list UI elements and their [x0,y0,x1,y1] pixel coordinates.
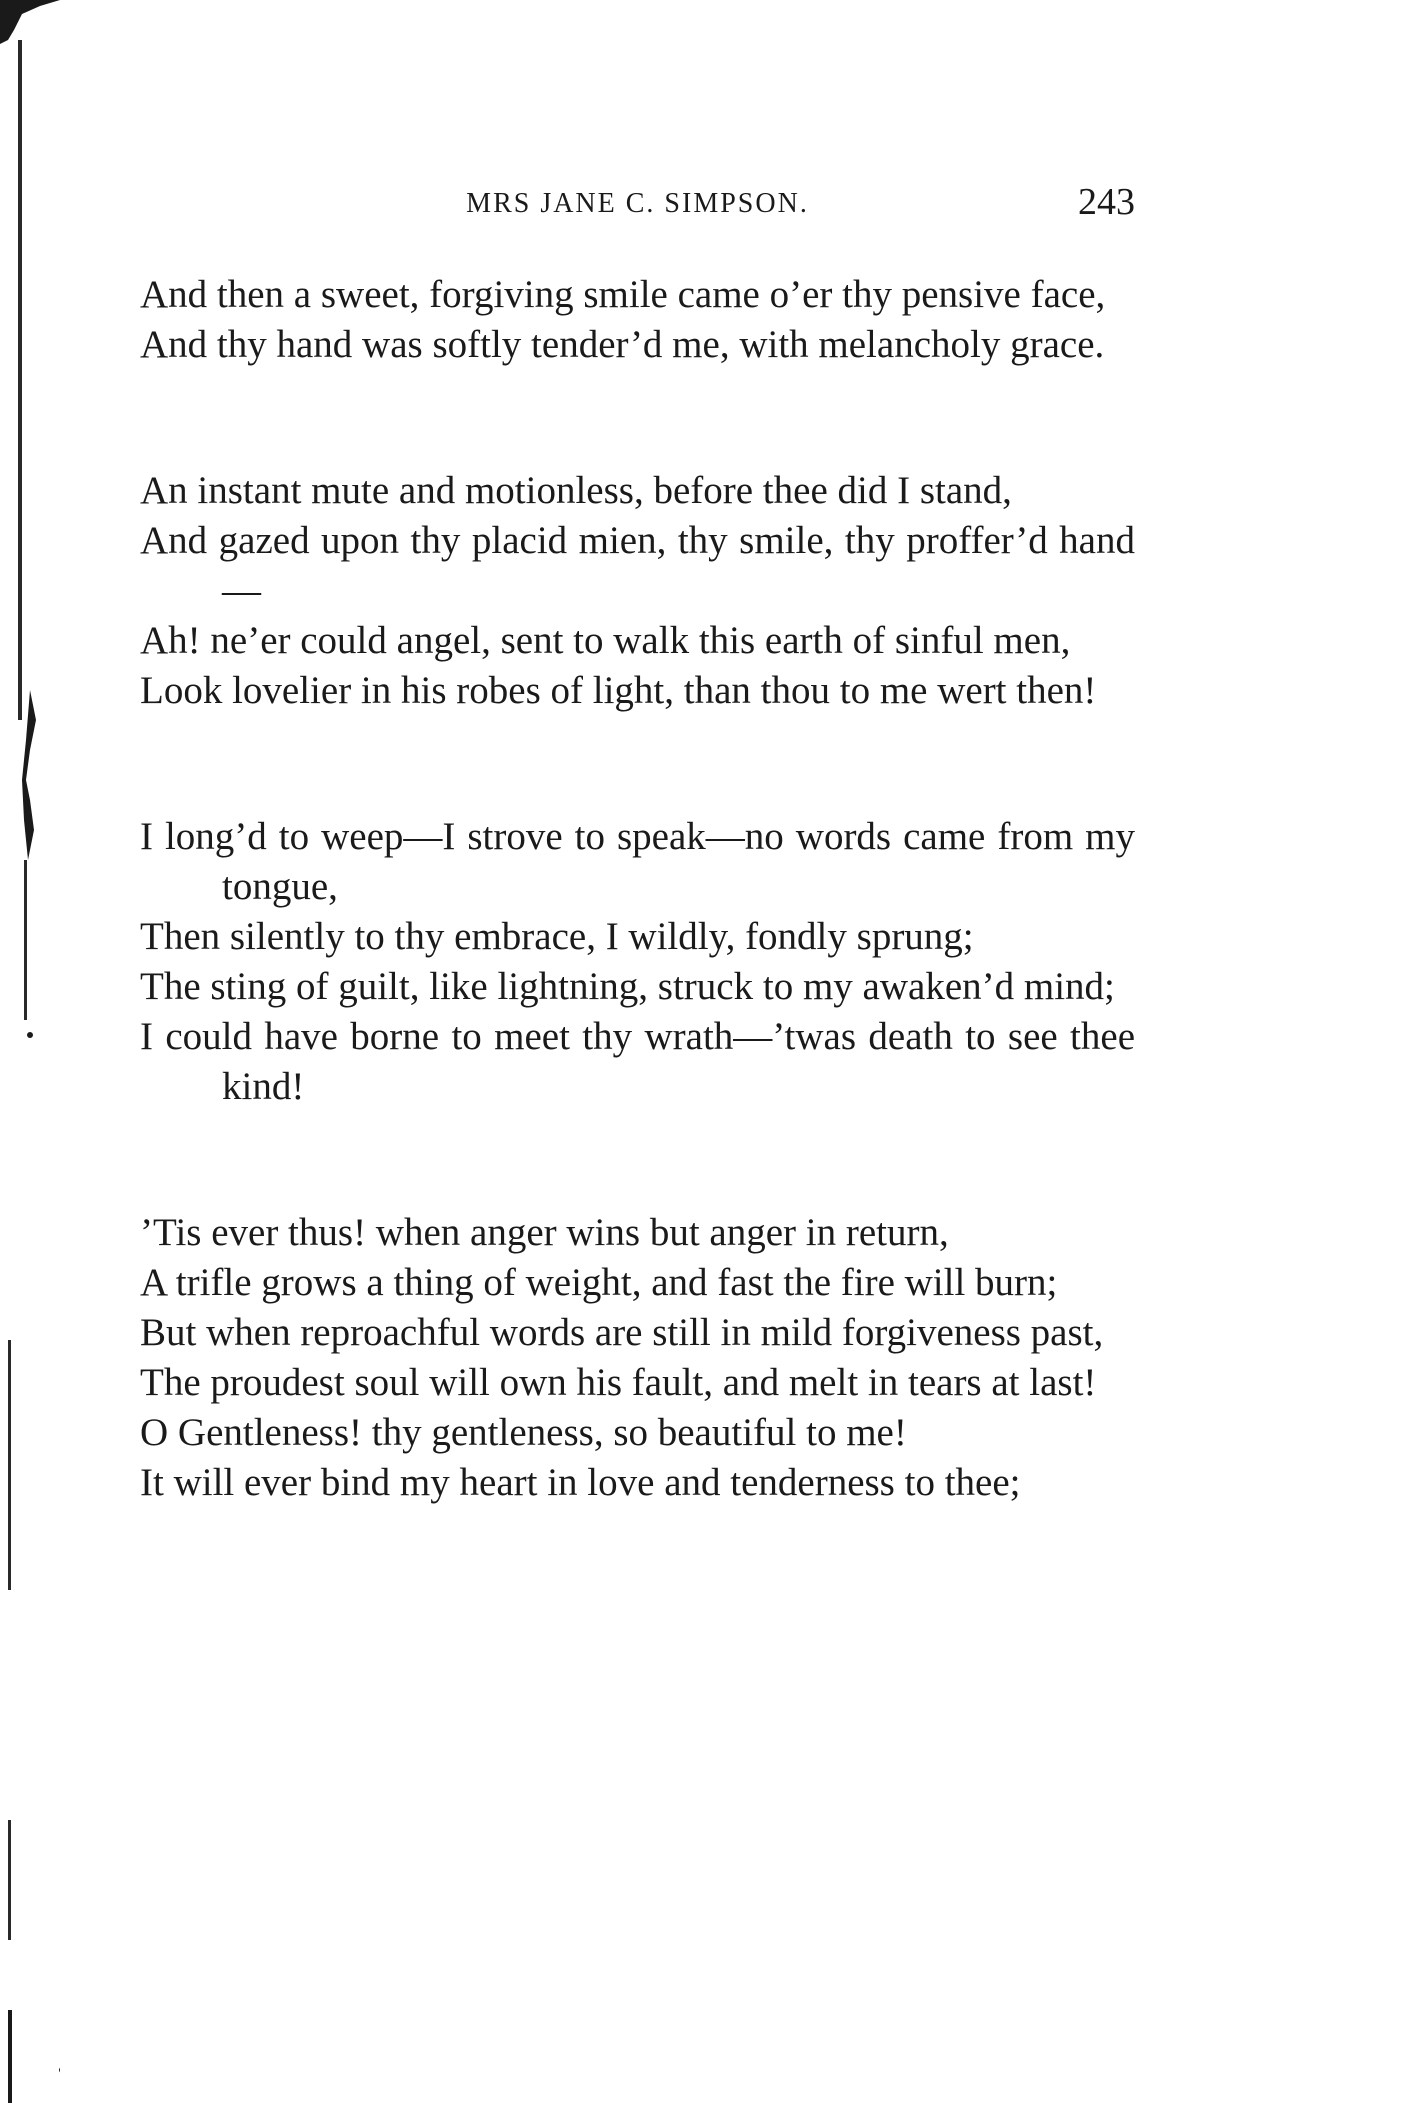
stanza-1 [140,270,1135,370]
verse-line: O Gentleness! thy gentleness, so beautiful to me! [140,1411,907,1454]
verse-line: But when reproachful words are still in mild forgiveness past, [140,1311,1104,1354]
stanza-2 [140,466,1135,716]
running-title: MRS JANE C. SIMPSON. [466,188,809,219]
running-head [140,180,1135,240]
scan-edge-artifact [0,0,60,2103]
verse-line: A trifle grows a thing of weight, and fast the fire will burn; [140,1261,1058,1304]
stanza-3 [140,812,1135,1112]
verse-line: And then a sweet, forgiving smile came o’er thy pensive face, [140,273,1106,316]
verse-line: Ah! ne’er could angel, sent to walk this earth of sinful men, [140,619,1071,662]
verse-line: And gazed upon thy placid mien, thy smile, thy proffer’d hand— [140,519,1135,612]
verse-line: An instant mute and motionless, before thee did I stand, [140,469,1012,512]
stanza-4 [140,1208,1135,1508]
verse-line: ’Tis ever thus! when anger wins but anger in return, [140,1211,949,1254]
verse-line: The sting of guilt, like lightning, struck to my awaken’d mind; [140,965,1115,1008]
verse-line: The proudest soul will own his fault, and melt in tears at last! [140,1361,1097,1404]
poem-body [140,270,1135,1604]
verse-line: And thy hand was softly tender’d me, with melancholy grace. [140,323,1105,366]
page-number: 243 [1078,181,1135,223]
verse-line: Look lovelier in his robes of light, than thou to me wert then! [140,669,1097,712]
verse-line: Then silently to thy embrace, I wildly, fondly sprung; [140,915,974,958]
verse-line: I could have borne to meet thy wrath—’twas death to see thee kind! [140,1015,1135,1108]
verse-line: It will ever bind my heart in love and tenderness to thee; [140,1461,1021,1504]
verse-line: I long’d to weep—I strove to speak—no words came from my tongue, [140,815,1135,908]
